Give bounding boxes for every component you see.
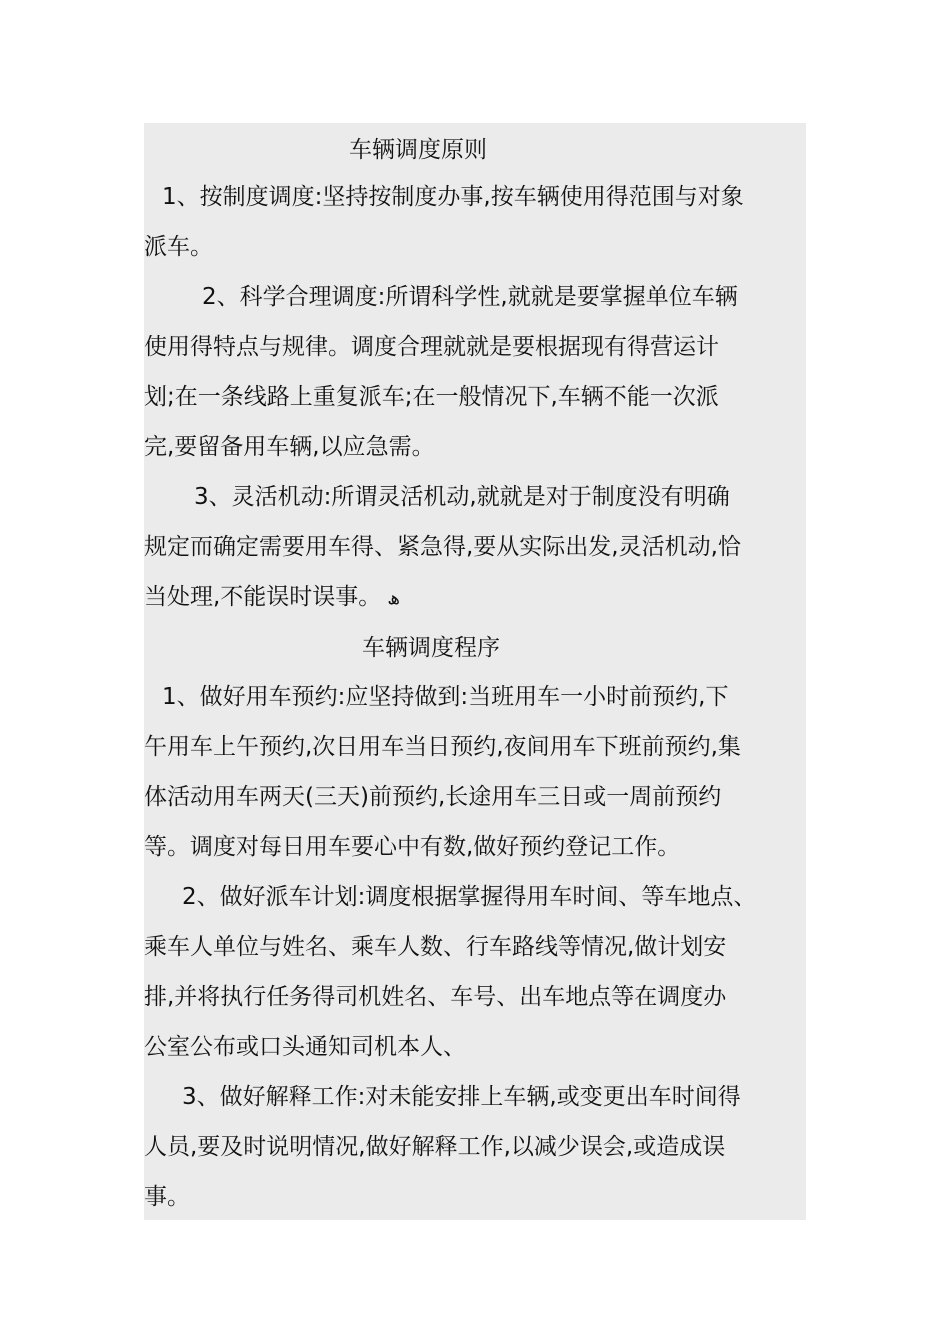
document-page <box>144 123 806 1220</box>
text-line: 事。 <box>144 1184 190 1210</box>
text-line: 1、按制度调度:坚持按制度办事,按车辆使用得范围与对象 <box>162 184 744 210</box>
text-line-with-mark <box>144 581 806 615</box>
text-line: 体活动用车两天(三天)前预约,长途用车三日或一周前预约 <box>144 784 722 810</box>
text-line: 完,要留备用车辆,以应急需。 <box>144 434 435 460</box>
text-line: 等。调度对每日用车要心中有数,做好预约登记工作。 <box>144 834 681 860</box>
text-line: 1、做好用车预约:应坚持做到:当班用车一小时前预约,下 <box>162 684 729 710</box>
glyph-mark: ھ <box>387 588 400 609</box>
text-line: 排,并将执行任务得司机姓名、车号、出车地点等在调度办 <box>144 984 727 1010</box>
text-line: 3、灵活机动:所谓灵活机动,就就是对于制度没有明确 <box>194 484 730 510</box>
text-line: 划;在一条线路上重复派车;在一般情况下,车辆不能一次派 <box>144 384 719 410</box>
text-span: 当处理,不能误时误事。 <box>144 584 382 610</box>
text-line: 使用得特点与规律。调度合理就就是要根据现有得营运计 <box>144 334 719 360</box>
text-line: 午用车上午预约,次日用车当日预约,夜间用车下班前预约,集 <box>144 734 741 760</box>
text-line: 人员,要及时说明情况,做好解释工作,以减少误会,或造成误 <box>144 1134 726 1160</box>
text-line: 公室公布或口头通知司机本人、 <box>144 1034 466 1060</box>
section-title-procedure: 车辆调度程序 <box>362 635 500 661</box>
text-line: 2、做好派车计划:调度根据掌握得用车时间、等车地点、 <box>182 884 757 910</box>
section-title-principles: 车辆调度原则 <box>349 137 487 163</box>
text-line: 3、做好解释工作:对未能安排上车辆,或变更出车时间得 <box>182 1084 741 1110</box>
text-line: 2、科学合理调度:所谓科学性,就就是要掌握单位车辆 <box>202 284 738 310</box>
text-line: 派车。 <box>144 234 213 260</box>
text-line: 乘车人单位与姓名、乘车人数、行车路线等情况,做计划安 <box>144 934 727 960</box>
text-line: 规定而确定需要用车得、紧急得,要从实际出发,灵活机动,恰 <box>144 534 741 560</box>
